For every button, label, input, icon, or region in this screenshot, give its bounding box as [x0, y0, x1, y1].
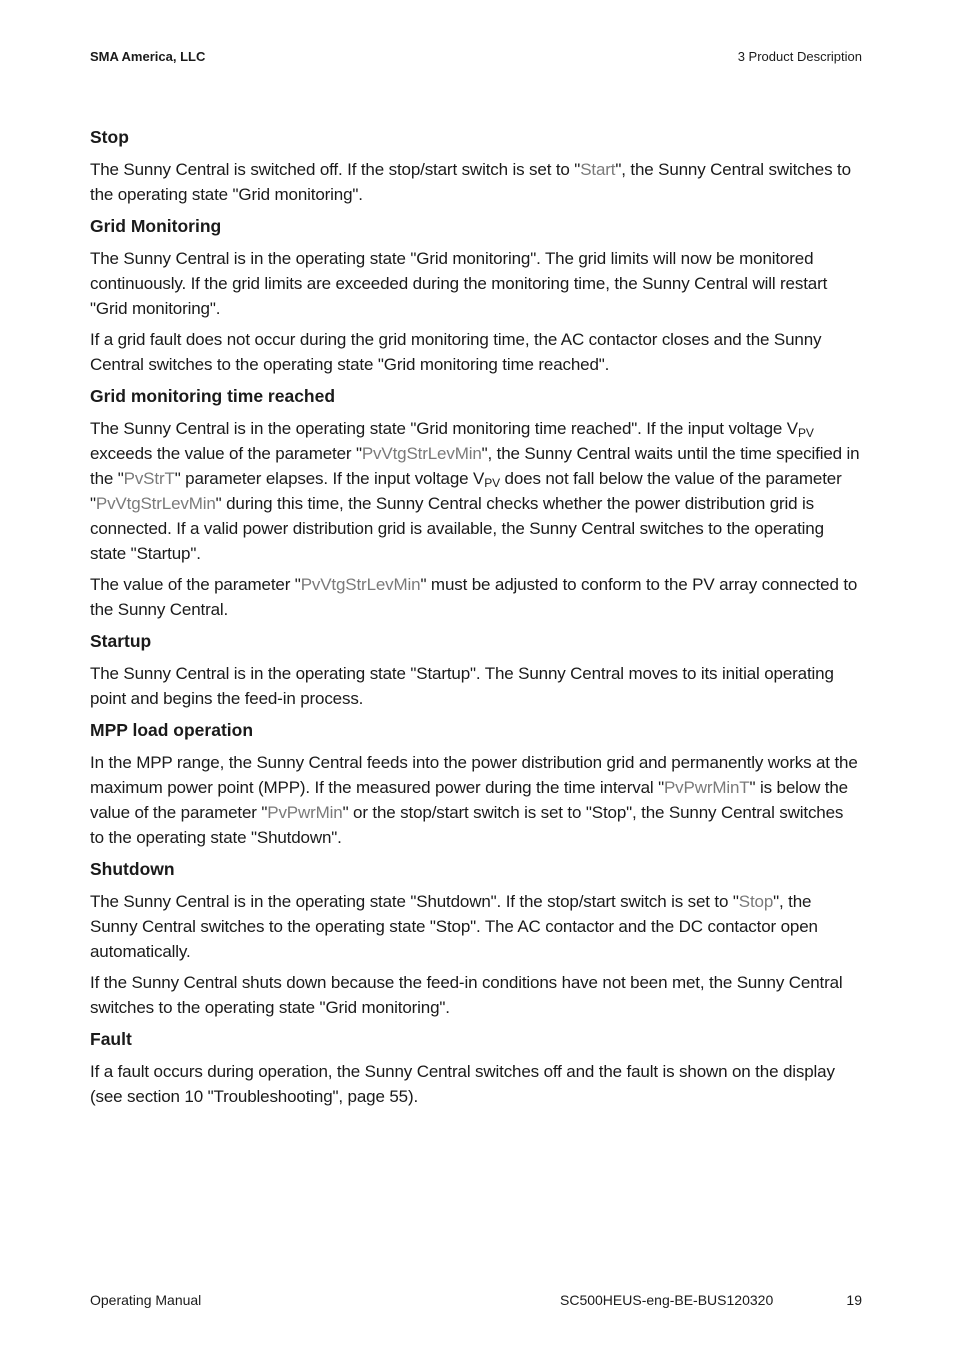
- section-fault: [90, 1026, 860, 1109]
- section-title-startup: Startup: [90, 631, 152, 651]
- parameter-start: Start: [580, 160, 616, 179]
- paragraph-grid-monitoring-2: If a grid fault does not occur during the grid monitoring time, the AC contactor closes and the Sunny Central switches to the operating state "Grid monitoring time reached".: [90, 330, 822, 374]
- section-title-shutdown: Shutdown: [90, 859, 175, 879]
- page-number: 19: [846, 1292, 862, 1308]
- section-stop: [90, 124, 860, 207]
- section-startup: [90, 628, 860, 711]
- paragraph-shutdown-2: If the Sunny Central shuts down because the feed-in conditions have not been met, the Sunny Central switches to the operating state "Grid monitoring".: [90, 973, 843, 1017]
- paragraph-startup: The Sunny Central is in the operating state "Startup". The Sunny Central moves to its initial operating point and begins the feed-in process.: [90, 664, 834, 708]
- paragraph-grid-monitoring-time-reached-2: The value of the parameter "PvVtgStrLevMin" must be adjusted to conform to the PV array connected to the Sunny Central.: [90, 575, 858, 619]
- paragraph-mpp-load-operation: In the MPP range, the Sunny Central feeds into the power distribution grid and permanently works at the maximum power point (MPP). If the measured power during the time interval "PvPwrMinT" is below the value of the parameter "PvPwrMin" or the stop/start switch is set to "Stop", the Sunny Central switches to the operating state "Shutdown".: [90, 753, 858, 847]
- section-title-fault: Fault: [90, 1029, 132, 1049]
- parameter-pvpwrmin: PvPwrMin: [267, 803, 343, 822]
- paragraph-shutdown-1: The Sunny Central is in the operating state "Shutdown". If the stop/start switch is set to "Stop", the Sunny Central switches to the operating state "Stop". The AC contactor and the DC contactor open automatically.: [90, 892, 818, 961]
- footer-doc-id: SC500HEUS-eng-BE-BUS120320: [560, 1292, 774, 1308]
- section-title-grid-monitoring: Grid Monitoring: [90, 216, 222, 236]
- document-body: [90, 124, 860, 1115]
- header-chapter: 3 Product Description: [737, 49, 862, 64]
- paragraph-grid-monitoring-time-reached-1: The Sunny Central is in the operating state "Grid monitoring time reached". If the input voltage $V_{PV}$ exceeds the value of the parameter "PvVtgStrLevMin", the Sunny Central waits until the time specified in the "PvStrT" parameter elapses. If the input voltage $V_{PV}$ does not fall below the value of the parameter "PvVtgStrLevMin" during this time, the Sunny Central checks whether the power distribution grid is connected. If a valid power distribution grid is available, the Sunny Central switches to the operating state "Startup".: [90, 419, 860, 563]
- parameter-stop: Stop: [738, 892, 774, 911]
- section-mpp-load-operation: [90, 717, 860, 850]
- parameter-pvpwrmint: PvPwrMinT: [663, 778, 750, 797]
- header-company: SMA America, LLC: [90, 49, 206, 64]
- subscript-pv: PV: [797, 426, 814, 440]
- section-grid-monitoring-time-reached: [90, 383, 860, 622]
- parameter-pvstrt: PvStrT: [123, 469, 175, 488]
- section-title-mpp-load-operation: MPP load operation: [90, 720, 254, 740]
- subscript-pv: PV: [484, 476, 500, 490]
- footer-doc-type: Operating Manual: [90, 1292, 202, 1308]
- paragraph-grid-monitoring-1: The Sunny Central is in the operating state "Grid monitoring". The grid limits will now be monitored continuously. If the grid limits are exceeded during the monitoring time, the Sunny Central will restart "Grid monitoring".: [90, 249, 828, 318]
- parameter-pvvtgstrlevmin: PvVtgStrLevMin: [300, 575, 421, 594]
- paragraph-stop: The Sunny Central is switched off. If the stop/start switch is set to "Start", the Sunny Central switches to the operating state "Grid monitoring".: [90, 160, 851, 204]
- section-shutdown: [90, 856, 860, 1020]
- section-grid-monitoring: [90, 213, 860, 377]
- section-title-stop: Stop: [90, 127, 129, 147]
- parameter-pvvtgstrlevmin: PvVtgStrLevMin: [361, 444, 482, 463]
- parameter-pvvtgstrlevmin: PvVtgStrLevMin: [95, 494, 216, 513]
- section-title-grid-monitoring-time-reached: Grid monitoring time reached: [90, 386, 336, 406]
- paragraph-fault: If a fault occurs during operation, the Sunny Central switches off and the fault is shown on the display (see section 10 "Troubleshooting", page 55).: [90, 1062, 835, 1106]
